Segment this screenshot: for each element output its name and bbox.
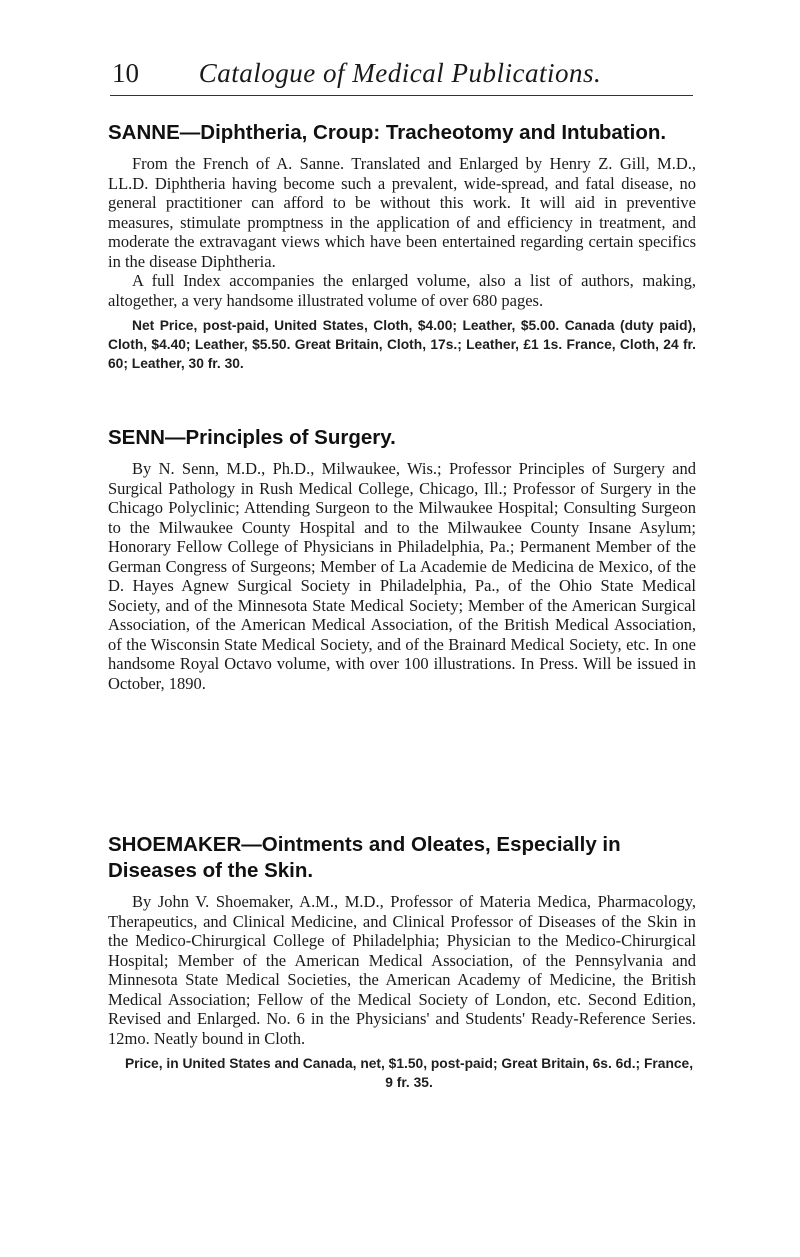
entry-description: From the French of A. Sanne. Translated and Enlarged by Henry Z. Gill, M.D., LL.D. Diphtheria having become such a prevalent, wide-spread, and fatal disease, no general practitioner can afford to be without this work. It will aid in preventive measures, stimulate promptness in the application of and efficiency in treatment, and moderate the extravagant views which have been entertained regarding certain specifics in the disease Diphtheria. xyxy=(108,154,696,271)
catalogue-entry-senn xyxy=(108,425,696,693)
header-rule xyxy=(110,95,693,96)
entry-price: Price, in United States and Canada, net, $1.50, post-paid; Great Britain, 6s. 6d.; France, 9 fr. 35. xyxy=(124,1056,694,1090)
catalogue-entry-shoemaker xyxy=(108,832,696,1092)
entry-heading: SHOEMAKER—Ointments and Oleates, Especially in Diseases of the Skin. xyxy=(108,833,621,882)
entry-description: By N. Senn, M.D., Ph.D., Milwaukee, Wis.; Professor Principles of Surgery and Surgical Pathology in Rush Medical College, Chicago, Ill.; Professor of Surgery in the Chicago Polyclinic; Attending Surgeon to the Milwaukee Hospital; Consulting Surgeon to the Milwaukee County Hospital and to the Milwaukee County Insane Asylum; Honorary Fellow College of Physicians in Philadelphia, Pa.; Permanent Member of the German Congress of Surgeons; Member of La Academie de Medicina de Mexico, of the D. Hayes Agnew Surgical Society in Philadelphia, Pa., of the Ohio State Medical Society, and of the Minnesota State Medical Society; Member of the American Surgical Association, of the American Medical Association, of the British Medical Association, of the Wisconsin State Medical Society, and of the Brainard Medical Society, etc. In one handsome Royal Octavo volume, with over 100 illustrations. In Press. Will be issued in October, 1890. xyxy=(108,459,696,693)
page-header xyxy=(0,58,800,92)
entry-heading: SANNE—Diphtheria, Croup: Tracheotomy and Intubation. xyxy=(108,121,667,144)
entry-description: A full Index accompanies the enlarged volume, also a list of authors, making, altogether, a very handsome illustrated volume of over 680 pages. xyxy=(108,271,696,310)
page-number: 10 xyxy=(112,58,139,88)
catalogue-entry-sanne xyxy=(108,120,696,373)
running-title: Catalogue of Medical Publications. xyxy=(198,58,602,88)
entry-description: By John V. Shoemaker, A.M., M.D., Professor of Materia Medica, Pharmacology, Therapeutics, and Clinical Medicine, and Clinical Professor of Diseases of the Skin in the Medico-Chirurgical College of Philadelphia; Physician to the Medico-Chirurgical Hospital; Member of the American Medical Association, of the Pennsylvania and Minnesota State Medical Societies, the American Academy of Medicine, the British Medical Association; Fellow of the Medical Society of London, etc. Second Edition, Revised and Enlarged. No. 6 in the Physicians' and Students' Ready-Reference Series. 12mo. Neatly bound in Cloth. xyxy=(108,892,696,1048)
entry-heading: SENN—Principles of Surgery. xyxy=(108,426,396,449)
entry-price: Net Price, post-paid, United States, Cloth, $4.00; Leather, $5.00. Canada (duty paid), Cloth, $4.40; Leather, $5.50. Great Britain, Cloth, 17s.; Leather, £1 1s. France, Cloth, 24 fr. 60; Leather, 30 fr. 30. xyxy=(108,318,696,371)
